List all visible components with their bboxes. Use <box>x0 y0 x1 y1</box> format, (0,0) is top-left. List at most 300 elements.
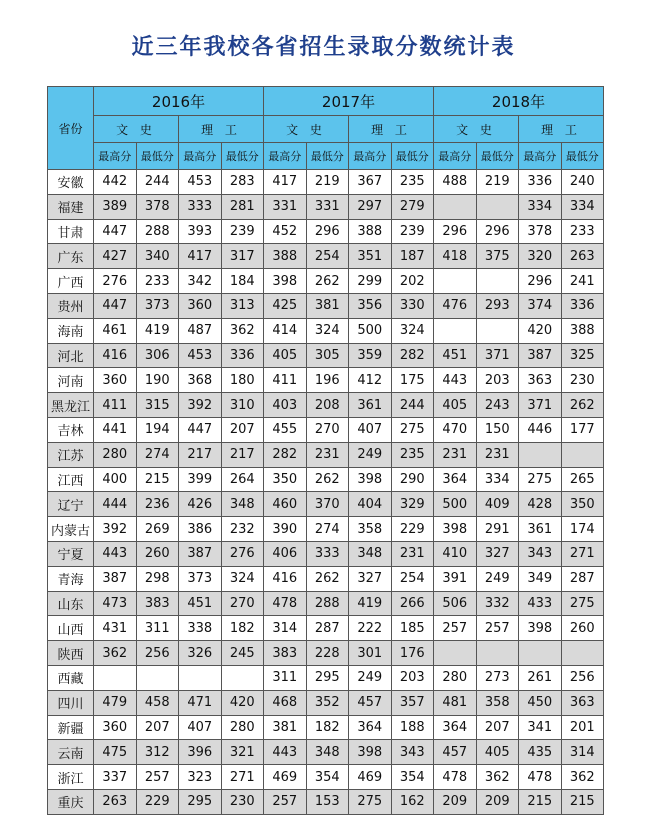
score-cell: 217 <box>221 442 264 467</box>
score-cell: 392 <box>179 393 222 418</box>
score-cell: 321 <box>221 740 264 765</box>
score-cell: 236 <box>136 492 179 517</box>
score-cell: 249 <box>349 442 392 467</box>
score-cell: 266 <box>391 591 434 616</box>
score-cell: 274 <box>136 442 179 467</box>
score-cell: 431 <box>94 616 137 641</box>
score-cell: 410 <box>434 541 477 566</box>
score-cell: 327 <box>476 541 519 566</box>
province-name: 甘肃 <box>48 219 94 244</box>
score-cell: 468 <box>264 690 307 715</box>
score-cell: 426 <box>179 492 222 517</box>
score-cell: 271 <box>561 541 604 566</box>
score-cell: 293 <box>476 293 519 318</box>
col-header-min: 最低分 <box>476 143 519 170</box>
score-cell: 262 <box>306 467 349 492</box>
table-row <box>48 789 604 814</box>
score-cell: 441 <box>94 417 137 442</box>
score-cell: 257 <box>476 616 519 641</box>
score-cell: 269 <box>136 517 179 542</box>
score-cell <box>561 442 604 467</box>
score-cell: 324 <box>221 566 264 591</box>
col-header-max: 最高分 <box>434 143 477 170</box>
score-cell: 314 <box>561 740 604 765</box>
score-cell: 420 <box>221 690 264 715</box>
province-name: 安徽 <box>48 170 94 195</box>
score-cell: 257 <box>136 765 179 790</box>
score-cell: 362 <box>221 318 264 343</box>
score-cell <box>434 318 477 343</box>
table-row <box>48 591 604 616</box>
score-cell: 296 <box>306 219 349 244</box>
table-row <box>48 318 604 343</box>
score-cell: 254 <box>306 244 349 269</box>
score-cell: 360 <box>94 368 137 393</box>
score-cell: 375 <box>476 244 519 269</box>
score-cell: 244 <box>136 170 179 195</box>
score-cell: 348 <box>221 492 264 517</box>
score-cell: 331 <box>306 194 349 219</box>
score-cell: 297 <box>349 194 392 219</box>
score-cell: 398 <box>349 740 392 765</box>
table-row <box>48 765 604 790</box>
score-cell: 338 <box>179 616 222 641</box>
col-header-min: 最低分 <box>561 143 604 170</box>
score-cell <box>476 194 519 219</box>
score-cell: 287 <box>306 616 349 641</box>
score-cell: 359 <box>349 343 392 368</box>
score-cell: 323 <box>179 765 222 790</box>
table-row <box>48 368 604 393</box>
score-cell: 360 <box>179 293 222 318</box>
score-cell: 336 <box>519 170 562 195</box>
score-cell: 348 <box>306 740 349 765</box>
score-cell: 358 <box>349 517 392 542</box>
score-cell: 506 <box>434 591 477 616</box>
score-cell: 447 <box>179 417 222 442</box>
score-cell: 177 <box>561 417 604 442</box>
score-cell: 296 <box>434 219 477 244</box>
score-cell: 371 <box>519 393 562 418</box>
province-name: 海南 <box>48 318 94 343</box>
score-cell: 358 <box>476 690 519 715</box>
score-cell: 363 <box>519 368 562 393</box>
score-cell: 288 <box>306 591 349 616</box>
score-cell: 418 <box>434 244 477 269</box>
score-cell: 383 <box>136 591 179 616</box>
score-cell: 405 <box>434 393 477 418</box>
score-cell: 265 <box>561 467 604 492</box>
score-cell: 280 <box>221 715 264 740</box>
score-cell: 390 <box>264 517 307 542</box>
year-header-2016: 2016年 <box>94 87 264 116</box>
score-cell: 363 <box>561 690 604 715</box>
score-cell: 295 <box>306 665 349 690</box>
score-cell: 263 <box>94 789 137 814</box>
table-row <box>48 690 604 715</box>
table-row <box>48 269 604 294</box>
province-name: 河北 <box>48 343 94 368</box>
score-cell: 314 <box>264 616 307 641</box>
table-row <box>48 442 604 467</box>
score-cell: 275 <box>519 467 562 492</box>
score-cell: 324 <box>306 318 349 343</box>
score-cell: 175 <box>391 368 434 393</box>
score-cell: 230 <box>561 368 604 393</box>
score-cell: 340 <box>136 244 179 269</box>
province-name: 吉林 <box>48 417 94 442</box>
score-cell: 451 <box>179 591 222 616</box>
score-cell: 182 <box>306 715 349 740</box>
score-cell: 235 <box>391 170 434 195</box>
score-cell: 479 <box>94 690 137 715</box>
score-cell: 457 <box>434 740 477 765</box>
score-cell: 388 <box>349 219 392 244</box>
table-row <box>48 467 604 492</box>
score-cell: 185 <box>391 616 434 641</box>
score-cell: 330 <box>391 293 434 318</box>
score-cell: 435 <box>519 740 562 765</box>
score-cell: 310 <box>221 393 264 418</box>
score-cell: 256 <box>561 665 604 690</box>
province-name: 内蒙古 <box>48 517 94 542</box>
province-name: 西藏 <box>48 665 94 690</box>
score-cell: 443 <box>434 368 477 393</box>
score-cell: 262 <box>306 566 349 591</box>
province-name: 江西 <box>48 467 94 492</box>
score-cell: 343 <box>391 740 434 765</box>
score-cell: 336 <box>561 293 604 318</box>
score-cell: 317 <box>221 244 264 269</box>
province-name: 福建 <box>48 194 94 219</box>
score-cell: 290 <box>391 467 434 492</box>
score-cell: 475 <box>94 740 137 765</box>
score-cell: 332 <box>476 591 519 616</box>
score-cell: 412 <box>349 368 392 393</box>
score-cell: 231 <box>306 442 349 467</box>
score-cell: 282 <box>391 343 434 368</box>
score-cell <box>221 665 264 690</box>
score-cell <box>434 269 477 294</box>
year-header-2018: 2018年 <box>434 87 604 116</box>
score-cell: 201 <box>561 715 604 740</box>
score-cell: 276 <box>221 541 264 566</box>
score-cell: 473 <box>94 591 137 616</box>
score-cell: 273 <box>476 665 519 690</box>
score-cell: 393 <box>179 219 222 244</box>
score-cell: 312 <box>136 740 179 765</box>
score-cell: 476 <box>434 293 477 318</box>
table-row <box>48 641 604 666</box>
score-cell: 203 <box>391 665 434 690</box>
table-row <box>48 616 604 641</box>
score-cell: 229 <box>391 517 434 542</box>
score-cell: 329 <box>391 492 434 517</box>
score-cell: 296 <box>476 219 519 244</box>
score-cell: 188 <box>391 715 434 740</box>
score-cell: 209 <box>476 789 519 814</box>
table-row <box>48 219 604 244</box>
score-cell: 194 <box>136 417 179 442</box>
score-cell: 334 <box>519 194 562 219</box>
score-cell: 301 <box>349 641 392 666</box>
score-cell <box>476 318 519 343</box>
score-cell: 270 <box>221 591 264 616</box>
score-cell: 478 <box>519 765 562 790</box>
score-cell: 279 <box>391 194 434 219</box>
score-cell: 274 <box>306 517 349 542</box>
score-cell: 460 <box>264 492 307 517</box>
score-cell: 196 <box>306 368 349 393</box>
score-cell: 370 <box>306 492 349 517</box>
score-cell: 217 <box>179 442 222 467</box>
score-cell: 399 <box>179 467 222 492</box>
score-cell: 190 <box>136 368 179 393</box>
score-cell: 232 <box>221 517 264 542</box>
table-row <box>48 343 604 368</box>
score-cell: 150 <box>476 417 519 442</box>
score-cell: 361 <box>519 517 562 542</box>
score-cell: 231 <box>476 442 519 467</box>
col-header-min: 最低分 <box>136 143 179 170</box>
score-cell: 336 <box>221 343 264 368</box>
score-cell: 324 <box>391 318 434 343</box>
score-cell: 387 <box>519 343 562 368</box>
score-cell: 447 <box>94 219 137 244</box>
col-header-min: 最低分 <box>391 143 434 170</box>
score-cell: 450 <box>519 690 562 715</box>
score-cell: 257 <box>264 789 307 814</box>
col-header-min: 最低分 <box>306 143 349 170</box>
score-cell: 411 <box>264 368 307 393</box>
score-cell: 287 <box>561 566 604 591</box>
table-row <box>48 740 604 765</box>
score-cell <box>476 641 519 666</box>
score-cell: 280 <box>434 665 477 690</box>
score-cell: 215 <box>519 789 562 814</box>
score-cell: 245 <box>221 641 264 666</box>
score-cell: 427 <box>94 244 137 269</box>
score-cell: 398 <box>434 517 477 542</box>
score-cell: 282 <box>264 442 307 467</box>
col-header-max: 最高分 <box>264 143 307 170</box>
score-cell: 416 <box>264 566 307 591</box>
score-cell: 153 <box>306 789 349 814</box>
score-cell: 388 <box>561 318 604 343</box>
score-cell: 311 <box>264 665 307 690</box>
score-cell: 275 <box>349 789 392 814</box>
score-cell: 425 <box>264 293 307 318</box>
table-row <box>48 393 604 418</box>
score-cell: 481 <box>434 690 477 715</box>
score-cell: 452 <box>264 219 307 244</box>
score-cell: 313 <box>221 293 264 318</box>
score-cell: 478 <box>434 765 477 790</box>
score-cell: 239 <box>221 219 264 244</box>
score-cell: 403 <box>264 393 307 418</box>
score-cell: 256 <box>136 641 179 666</box>
score-cell: 341 <box>519 715 562 740</box>
score-cell: 230 <box>221 789 264 814</box>
score-cell: 500 <box>434 492 477 517</box>
score-cell: 288 <box>136 219 179 244</box>
score-cell: 409 <box>476 492 519 517</box>
score-cell: 388 <box>264 244 307 269</box>
score-cell: 298 <box>136 566 179 591</box>
score-cell: 275 <box>561 591 604 616</box>
province-name: 新疆 <box>48 715 94 740</box>
score-cell: 228 <box>306 641 349 666</box>
score-cell: 419 <box>349 591 392 616</box>
score-cell: 162 <box>391 789 434 814</box>
score-cell: 471 <box>179 690 222 715</box>
province-name: 广西 <box>48 269 94 294</box>
score-cell: 222 <box>349 616 392 641</box>
score-cell <box>136 665 179 690</box>
province-name: 广东 <box>48 244 94 269</box>
score-cell: 354 <box>306 765 349 790</box>
score-cell: 281 <box>221 194 264 219</box>
score-cell: 443 <box>264 740 307 765</box>
score-cell: 231 <box>434 442 477 467</box>
score-cell: 469 <box>349 765 392 790</box>
table-row <box>48 417 604 442</box>
score-cell: 458 <box>136 690 179 715</box>
score-cell: 231 <box>391 541 434 566</box>
score-cell: 391 <box>434 566 477 591</box>
score-cell: 240 <box>561 170 604 195</box>
score-cell: 299 <box>349 269 392 294</box>
score-cell: 243 <box>476 393 519 418</box>
score-cell: 174 <box>561 517 604 542</box>
score-cell: 257 <box>434 616 477 641</box>
score-cell: 350 <box>561 492 604 517</box>
col-header-min: 最低分 <box>221 143 264 170</box>
score-cell: 381 <box>306 293 349 318</box>
score-cell: 451 <box>434 343 477 368</box>
score-cell: 264 <box>221 467 264 492</box>
score-cell: 262 <box>306 269 349 294</box>
col-header-max: 最高分 <box>94 143 137 170</box>
score-cell: 469 <box>264 765 307 790</box>
table-row <box>48 492 604 517</box>
table-row <box>48 170 604 195</box>
score-cell: 378 <box>519 219 562 244</box>
score-cell: 398 <box>519 616 562 641</box>
score-cell: 207 <box>221 417 264 442</box>
score-cell: 387 <box>179 541 222 566</box>
score-cell: 447 <box>94 293 137 318</box>
score-cell: 333 <box>179 194 222 219</box>
province-name: 重庆 <box>48 789 94 814</box>
province-header: 省份 <box>48 87 94 170</box>
score-cell: 208 <box>306 393 349 418</box>
score-cell: 337 <box>94 765 137 790</box>
score-cell: 455 <box>264 417 307 442</box>
province-name: 青海 <box>48 566 94 591</box>
score-cell: 387 <box>94 566 137 591</box>
score-cell: 411 <box>94 393 137 418</box>
page-title: 近三年我校各省招生录取分数统计表 <box>131 35 516 60</box>
score-cell: 233 <box>136 269 179 294</box>
score-cell: 446 <box>519 417 562 442</box>
score-cell: 209 <box>434 789 477 814</box>
score-cell: 371 <box>476 343 519 368</box>
score-cell: 378 <box>136 194 179 219</box>
province-name: 贵州 <box>48 293 94 318</box>
score-cell: 325 <box>561 343 604 368</box>
score-cell <box>476 269 519 294</box>
score-cell: 357 <box>391 690 434 715</box>
score-cell: 352 <box>306 690 349 715</box>
score-cell: 406 <box>264 541 307 566</box>
table-row <box>48 715 604 740</box>
score-cell: 364 <box>434 467 477 492</box>
score-cell: 444 <box>94 492 137 517</box>
col-header-max: 最高分 <box>179 143 222 170</box>
score-cell: 239 <box>391 219 434 244</box>
score-cell: 416 <box>94 343 137 368</box>
score-cell: 326 <box>179 641 222 666</box>
score-cell: 420 <box>519 318 562 343</box>
score-cell: 249 <box>349 665 392 690</box>
score-cell: 398 <box>264 269 307 294</box>
score-cell: 350 <box>264 467 307 492</box>
score-cell: 392 <box>94 517 137 542</box>
score-cell: 291 <box>476 517 519 542</box>
score-table <box>47 86 604 815</box>
score-cell: 182 <box>221 616 264 641</box>
score-cell: 386 <box>179 517 222 542</box>
subject-header-science: 理 工 <box>349 116 434 143</box>
subject-header-arts: 文 史 <box>434 116 519 143</box>
province-name: 浙江 <box>48 765 94 790</box>
score-cell: 453 <box>179 170 222 195</box>
subject-header-arts: 文 史 <box>94 116 179 143</box>
province-name: 云南 <box>48 740 94 765</box>
score-cell: 233 <box>561 219 604 244</box>
score-cell: 219 <box>476 170 519 195</box>
score-cell: 356 <box>349 293 392 318</box>
score-cell: 296 <box>519 269 562 294</box>
score-cell: 180 <box>221 368 264 393</box>
table-row <box>48 665 604 690</box>
score-cell: 478 <box>264 591 307 616</box>
score-cell: 262 <box>561 393 604 418</box>
score-cell: 343 <box>519 541 562 566</box>
score-cell: 305 <box>306 343 349 368</box>
score-cell: 443 <box>94 541 137 566</box>
year-header-2017: 2017年 <box>264 87 434 116</box>
table-row <box>48 541 604 566</box>
score-cell: 331 <box>264 194 307 219</box>
score-cell: 342 <box>179 269 222 294</box>
score-cell: 383 <box>264 641 307 666</box>
score-cell: 207 <box>136 715 179 740</box>
province-name: 宁夏 <box>48 541 94 566</box>
score-cell: 295 <box>179 789 222 814</box>
score-cell: 404 <box>349 492 392 517</box>
score-cell: 275 <box>391 417 434 442</box>
score-cell: 349 <box>519 566 562 591</box>
score-cell: 417 <box>264 170 307 195</box>
score-cell: 396 <box>179 740 222 765</box>
score-cell <box>434 641 477 666</box>
score-cell: 333 <box>306 541 349 566</box>
score-cell: 364 <box>349 715 392 740</box>
score-cell: 362 <box>94 641 137 666</box>
subject-header-science: 理 工 <box>519 116 604 143</box>
